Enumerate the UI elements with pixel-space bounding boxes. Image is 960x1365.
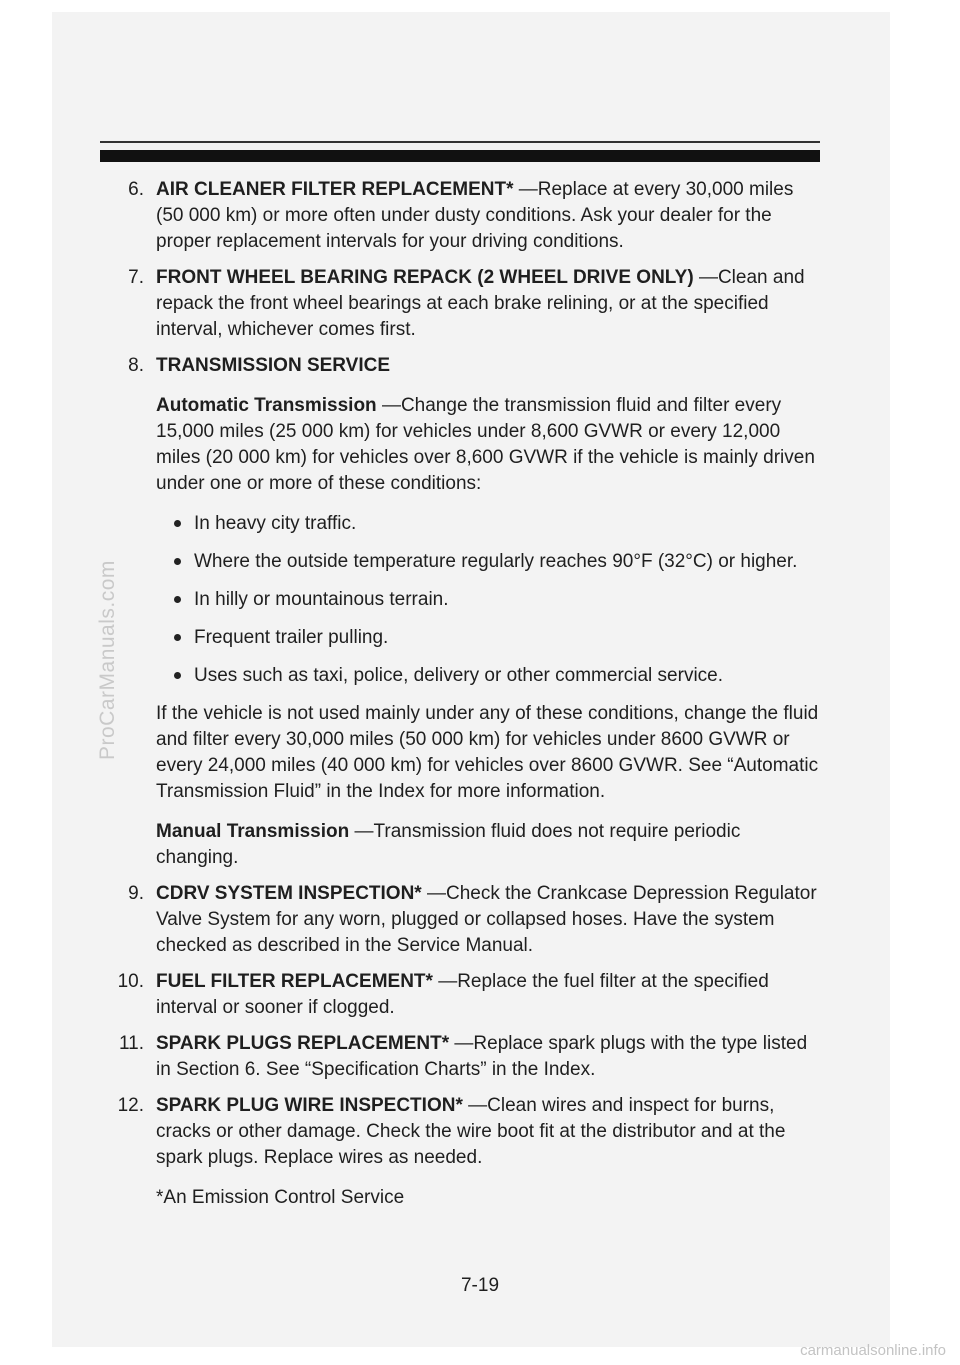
maintenance-list [100,177,820,1211]
item-heading: SPARK PLUG WIRE INSPECTION* [156,1095,463,1116]
list-item [100,969,820,1021]
item-number: 9. [128,883,144,904]
manual-transmission-paragraph [156,819,820,871]
item-number: 11. [118,1033,144,1054]
bullet-item: Where the outside temperature regularly reaches 90°F (32°C) or higher. [174,549,820,575]
list-item [100,881,820,959]
auto-text: —Change the transmission fluid and filter every 15,000 miles (25 000 km) for vehicles under 8,600 GVWR or every 12,000 miles (20 000 km) for vehicles over 8,600 GVWR if the vehicle is mainly driven under one or more of these conditions: [156,395,815,494]
bullet-item: Frequent trailer pulling. [174,625,820,651]
item-number: 6. [128,179,144,200]
item-heading: TRANSMISSION SERVICE [156,355,391,376]
footer-watermark: carmanualsonline.info [800,1342,946,1359]
manual-heading: Manual Transmission [156,821,350,842]
bullet-item: In heavy city traffic. [174,511,820,537]
item-text: —Clean wires and inspect for burns, cracks or other damage. Check the wire boot fit at the distributor and at the spark plugs. Replace wires as needed. [156,1095,786,1168]
item-text: —Clean and repack the front wheel bearings at each brake relining, or at the specified interval, whichever comes first. [156,267,805,340]
item-text: —Check the Crankcase Depression Regulator Valve System for any worn, plugged or collapsed hoses. Have the system checked as described in the Service Manual. [156,883,817,956]
bullet-item: Uses such as taxi, police, delivery or other commercial service. [174,663,820,689]
item-text: —Replace at every 30,000 miles (50 000 km) or more often under dusty conditions. Ask your dealer for the proper replacement intervals for your driving conditions. [156,179,794,252]
item-text: —Replace spark plugs with the type listed in Section 6. See “Specification Charts” in the Index. [156,1033,808,1080]
list-item [100,265,820,343]
list-item [100,1093,820,1171]
page-number: 7-19 [460,1275,500,1296]
auto-heading: Automatic Transmission [156,395,377,416]
conditions-list [156,511,820,689]
item-heading: AIR CLEANER FILTER REPLACEMENT* [156,179,514,200]
after-conditions-text: If the vehicle is not used mainly under any of these conditions, change the fluid and filter every 30,000 miles (50 000 km) for vehicles under 8600 GVWR or every 24,000 miles (40 000 km) for vehicles over 8600 GVWR. See “Automatic Transmission Fluid” in the Index for more information. [156,703,819,802]
item-number: 10. [117,971,144,992]
item-heading: FUEL FILTER REPLACEMENT* [156,971,433,992]
item-number: 8. [128,355,144,376]
bullet-item: In hilly or mountainous terrain. [174,587,820,613]
top-rule [100,150,820,162]
list-item [100,177,820,255]
item-heading: FRONT WHEEL BEARING REPACK (2 WHEEL DRIVE ONLY) [156,267,694,288]
automatic-transmission-paragraph [156,393,820,497]
list-item [100,1031,820,1083]
side-watermark: ProCarManuals.com [96,560,119,760]
item-text: —Replace the fuel filter at the specified interval or sooner if clogged. [156,971,769,1018]
footnote: *An Emission Control Service [156,1187,405,1208]
item-heading: SPARK PLUGS REPLACEMENT* [156,1033,450,1054]
list-item [100,353,820,871]
item-number: 12. [117,1095,144,1116]
item-number: 7. [128,267,144,288]
item-heading: CDRV SYSTEM INSPECTION* [156,883,422,904]
manual-text: —Transmission fluid does not require periodic changing. [156,821,741,868]
